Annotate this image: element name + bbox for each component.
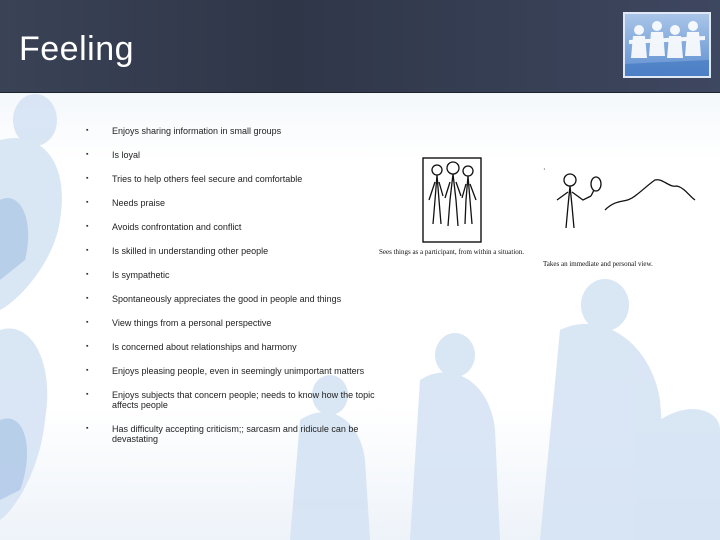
bullet-text: Has difficulty accepting criticism;; sarcasm and ridicule can be devastating [112,424,359,444]
bullet-marker: ▪ [86,391,89,398]
personal-view-caption: Takes an immediate and personal view. [543,260,693,268]
bullet-text: Is sympathetic [112,270,170,280]
bullet-item [84,126,384,136]
bullet-text: Spontaneously appreciates the good in people and things [112,294,342,304]
personal-view-drawing [539,156,697,274]
bullet-text: Tries to help others feel secure and comfortable [112,174,303,184]
bullet-marker: ▪ [86,343,89,350]
bullet-marker: ▪ [86,319,89,326]
bullet-item [84,390,384,410]
bullet-marker: ▪ [86,175,89,182]
participant-caption: Sees things as a participant, from within a situation. [379,248,527,256]
bullet-text: Enjoys sharing information in small groups [112,126,282,136]
bullet-marker: ▪ [86,127,89,134]
bullet-item [84,198,384,208]
bullet-text: Enjoys pleasing people, even in seemingly unimportant matters [112,366,365,376]
bullet-text: View things from a personal perspective [112,318,272,328]
participant-figures-drawing [379,156,529,268]
bullet-item [84,174,384,184]
bullet-marker: ▪ [86,247,89,254]
bullet-item [84,342,384,352]
bullet-text: Enjoys subjects that concern people; needs to know how the topic affects people [112,390,375,410]
bullet-item [84,222,384,232]
bullet-text: Avoids confrontation and conflict [112,222,242,232]
bullet-item [84,246,384,256]
bullet-text: Is skilled in understanding other people [112,246,269,256]
bullet-marker: ▪ [86,295,89,302]
bullet-item [84,318,384,328]
title-bar [0,0,720,93]
bullet-item [84,366,384,376]
bullet-item [84,150,384,160]
slide-title: Feeling [19,30,135,68]
people-chain-logo-icon [623,12,711,78]
bullet-text: Is loyal [112,150,141,160]
bullet-text: Needs praise [112,198,166,208]
bullet-text: Is concerned about relationships and harmony [112,342,297,352]
bullet-list [84,126,384,444]
bullet-marker: ▪ [86,367,89,374]
bullet-marker: ▪ [86,151,89,158]
bullet-marker: ▪ [86,271,89,278]
svg-text:·: · [543,165,546,174]
bullet-marker: ▪ [86,223,89,230]
bullet-item [84,294,384,304]
bullet-item [84,424,384,444]
bullet-item [84,270,384,280]
bullet-marker: ▪ [86,199,89,206]
bullet-marker: ▪ [86,425,89,432]
